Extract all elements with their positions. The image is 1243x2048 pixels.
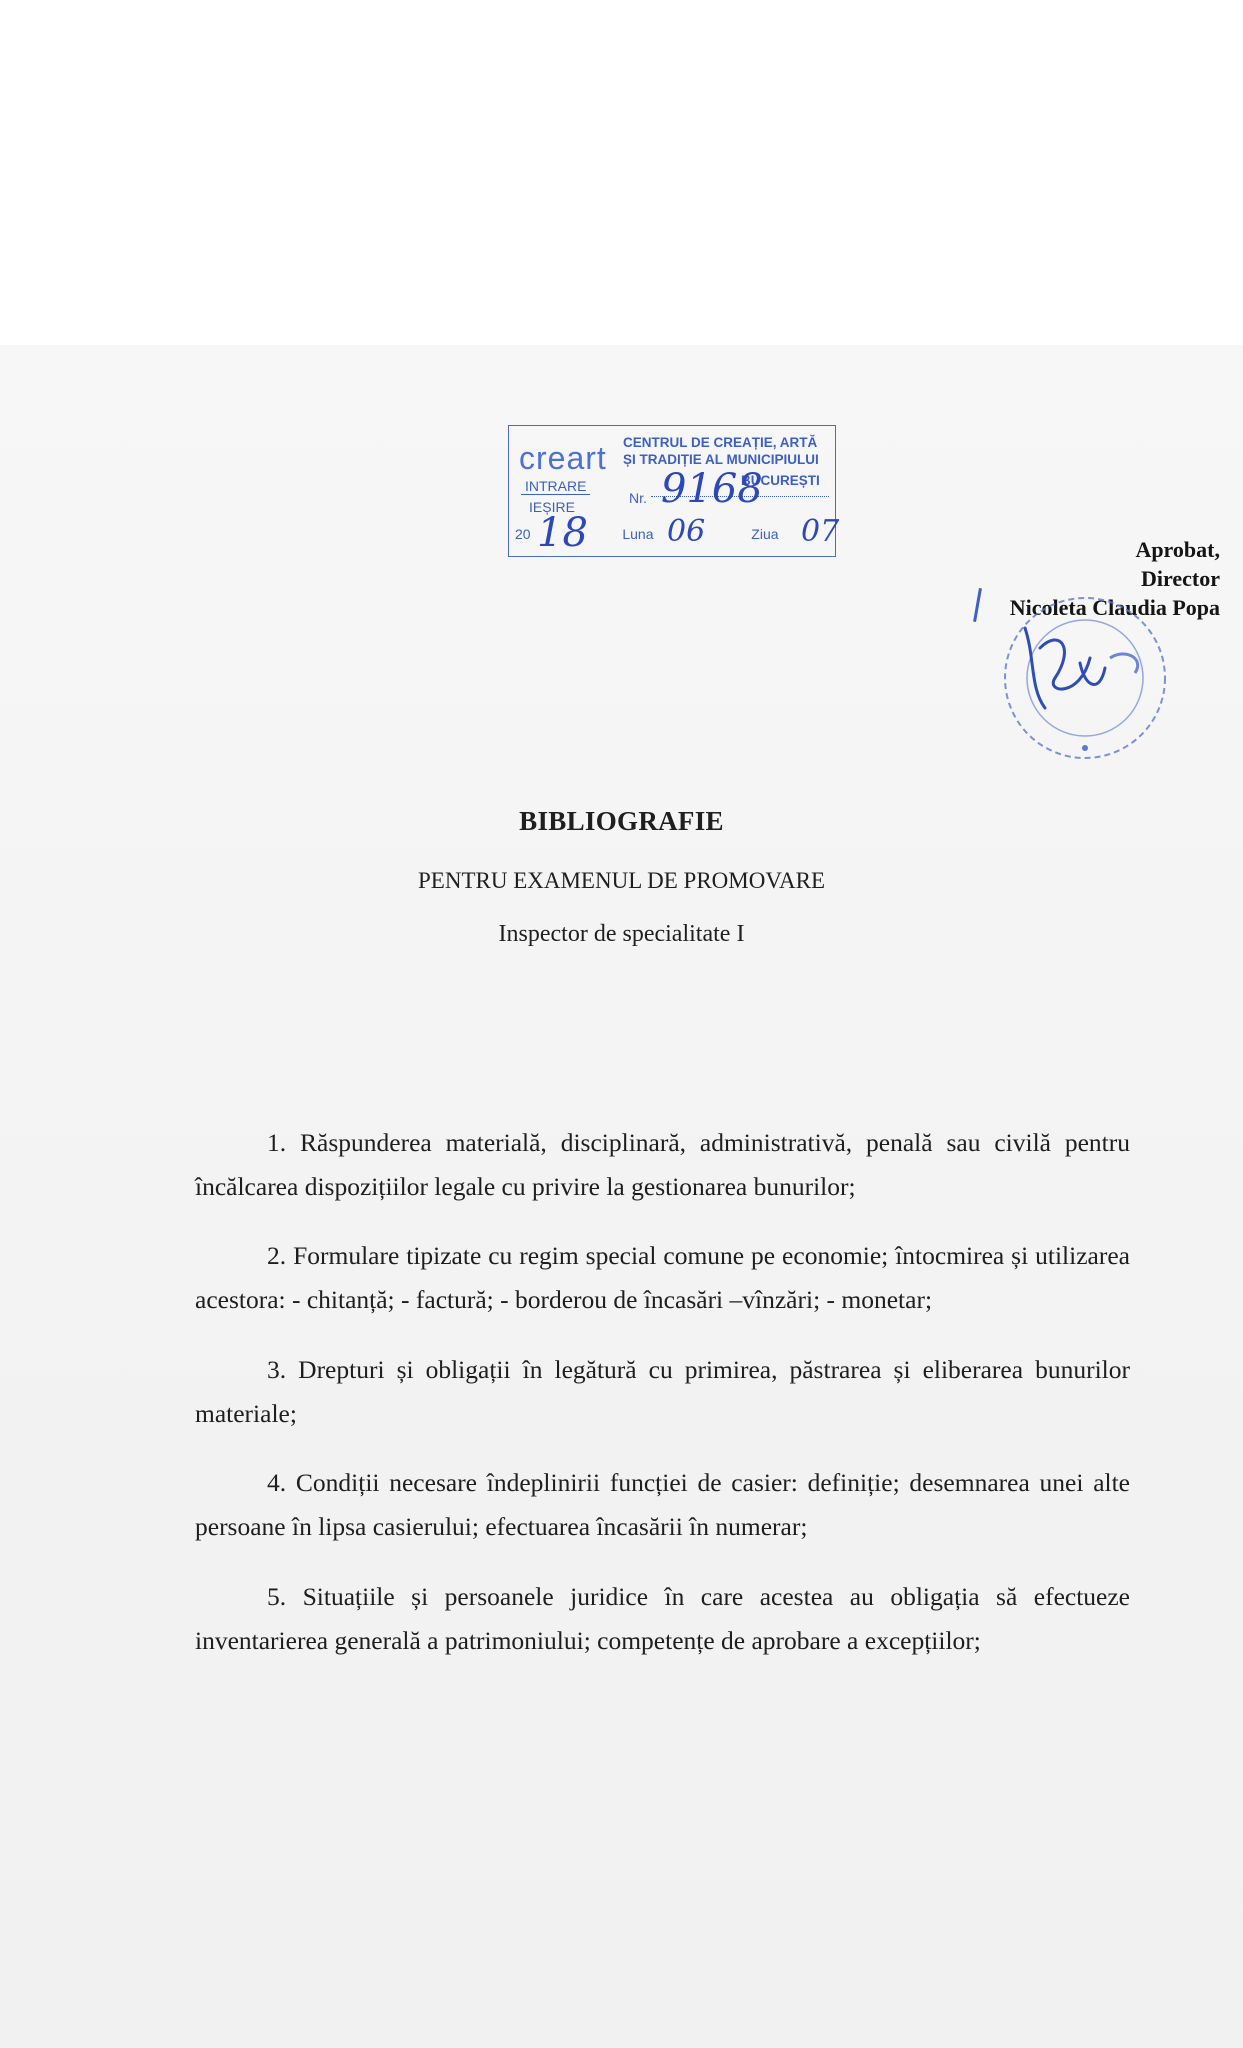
- stamp-month-value: 06: [667, 514, 706, 549]
- stamp-intrare-label: INTRARE: [521, 478, 590, 495]
- document-subtitle: PENTRU EXAMENUL DE PROMOVARE: [418, 868, 825, 893]
- stamp-year-prefix: 20: [515, 526, 531, 542]
- stamp-org-line1: CENTRUL DE CREAȚIE, ARTĂ: [623, 435, 818, 450]
- bibliography-item-4: 4. Condiții necesare îndeplinirii funcției de casier: definiție; desemnarea unei alte persoane în lipsa casierului; efectuarea încasării în numerar;: [195, 1468, 1130, 1541]
- stamp-logo: creart: [519, 440, 607, 476]
- bibliography-list: [195, 1095, 1130, 1673]
- stamp-year-value: 18: [537, 510, 588, 556]
- bibliography-item-5: 5. Situațiile și persoanele juridice în care acestea au obligația să efectueze inventarierea generală a patrimoniului; competențe de aprobare a excepțiilor;: [195, 1581, 1130, 1655]
- stamp-day-value: 07: [801, 514, 840, 549]
- document-title: BIBLIOGRAFIE: [519, 806, 724, 836]
- stamp-nr-label: Nr.: [629, 490, 647, 506]
- stamp-ziua-label: Ziua: [751, 526, 779, 542]
- approval-role: Director: [1141, 566, 1220, 591]
- approval-label: Aprobat,: [1135, 537, 1220, 562]
- bibliography-item-3: 3. Drepturi și obligații în legătură cu primirea, păstrarea și eliberarea bunurilor materiale;: [195, 1354, 1130, 1428]
- bibliography-item-1: 1. Răspunderea materială, disciplinară, administrativă, penală sau civilă pentru încălcarea dispozițiilor legale cu privire la gestionarea bunurilor;: [195, 1127, 1130, 1201]
- stamp-iesire-label: IEȘIRE: [529, 499, 575, 515]
- stamp-nr-value: 9168: [661, 466, 763, 512]
- document-position: Inspector de specialitate I: [498, 921, 745, 947]
- stamp-luna-label: Luna: [622, 526, 654, 542]
- stamp-org-line2: ȘI TRADIȚIE AL MUNICIPIULUI: [623, 452, 819, 467]
- registration-stamp: [508, 425, 840, 557]
- bibliography-item-2: 2. Formulare tipizate cu regim special comune pe economie; întocmirea și utilizarea acestora: - chitanță; - factură; - borderou de încasări –vînzări; - monetar;: [195, 1241, 1130, 1314]
- stamp-city: BUCUREȘTI: [741, 473, 820, 488]
- approver-name: Nicoleta Claudia Popa: [1009, 595, 1220, 620]
- official-seal-icon: [985, 588, 1185, 788]
- stamp-organization: [623, 434, 819, 468]
